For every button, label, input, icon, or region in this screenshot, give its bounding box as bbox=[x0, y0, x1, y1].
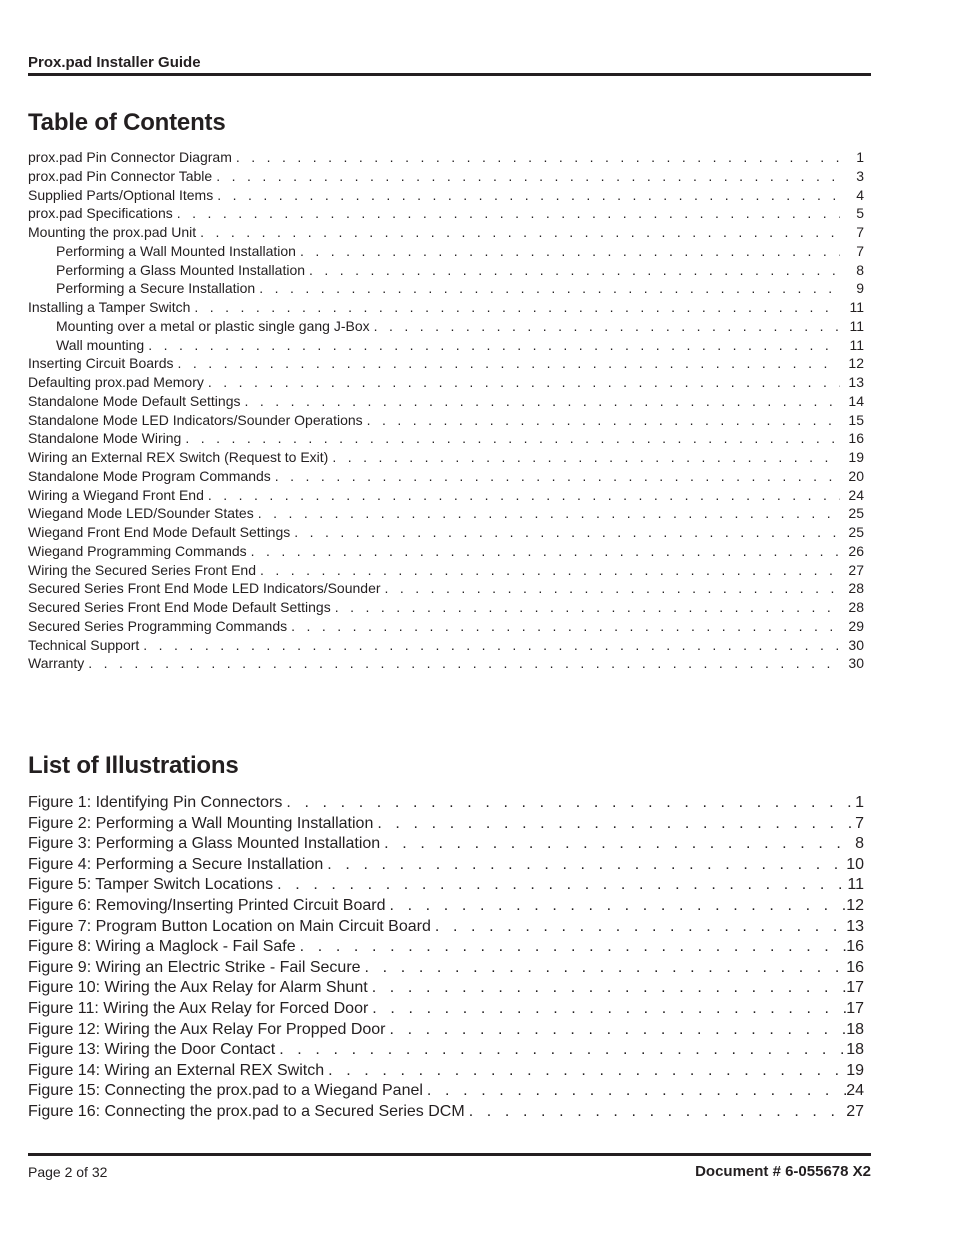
dot-leader bbox=[465, 1103, 847, 1121]
toc-entry[interactable] bbox=[28, 187, 864, 206]
dot-leader bbox=[190, 299, 840, 315]
toc-entry[interactable] bbox=[28, 637, 864, 656]
entry-page-number: 28 bbox=[848, 599, 864, 615]
illustration-entry[interactable] bbox=[28, 1103, 864, 1124]
entry-page-number: 20 bbox=[848, 467, 864, 484]
toc-entry[interactable] bbox=[28, 393, 864, 412]
dot-leader bbox=[247, 543, 840, 559]
entry-page-number: 25 bbox=[848, 524, 864, 540]
illustration-entry[interactable] bbox=[28, 979, 864, 1000]
entry-label: Standalone Mode Default Settings bbox=[28, 392, 241, 409]
entry-page-number: 11 bbox=[849, 299, 864, 315]
entry-label: prox.pad Pin Connector Table bbox=[28, 167, 213, 184]
entry-page-number: 29 bbox=[848, 617, 864, 634]
toc-entry[interactable] bbox=[28, 374, 864, 393]
dot-leader bbox=[181, 430, 840, 446]
entry-page-number: 27 bbox=[846, 1102, 864, 1120]
toc-entry[interactable] bbox=[28, 543, 864, 562]
entry-page-number: 25 bbox=[848, 505, 864, 522]
entry-page-number: 8 bbox=[855, 835, 864, 853]
toc-entry[interactable] bbox=[28, 337, 864, 356]
dot-leader bbox=[213, 187, 840, 203]
entry-label: Performing a Secure Installation bbox=[56, 280, 256, 297]
entry-label: Wall mounting bbox=[56, 336, 145, 353]
entry-label: Secured Series Front End Mode Default Settings bbox=[28, 599, 331, 615]
illustration-entry[interactable] bbox=[28, 1000, 864, 1021]
entry-label: Mounting over a metal or plastic single gang J-Box bbox=[56, 317, 370, 334]
entry-label: Figure 1: Identifying Pin Connectors bbox=[28, 794, 283, 811]
toc-entry[interactable] bbox=[28, 430, 864, 449]
dot-leader bbox=[254, 505, 840, 521]
toc-entry[interactable] bbox=[28, 280, 864, 299]
entry-label: Wiring an External REX Switch (Request to Exit) bbox=[28, 449, 329, 465]
entry-page-number: 18 bbox=[846, 1020, 864, 1038]
dot-leader bbox=[381, 580, 840, 596]
dot-leader bbox=[287, 618, 840, 634]
dot-leader bbox=[174, 355, 840, 371]
page-number: Page 2 of 32 bbox=[28, 1164, 108, 1180]
dot-leader bbox=[363, 412, 840, 428]
illustration-entry[interactable] bbox=[28, 835, 864, 856]
entry-label: Figure 14: Wiring an External REX Switch bbox=[28, 1061, 325, 1079]
dot-leader bbox=[305, 262, 840, 278]
entry-label: Figure 7: Program Button Location on Main Circuit Board bbox=[28, 917, 431, 935]
dot-leader bbox=[380, 835, 855, 853]
entry-label: Standalone Mode LED Indicators/Sounder Operations bbox=[28, 411, 363, 428]
entry-page-number: 11 bbox=[849, 317, 864, 334]
toc-list bbox=[28, 149, 864, 674]
dot-leader bbox=[232, 149, 840, 165]
dot-leader bbox=[423, 1082, 846, 1100]
toc-entry[interactable] bbox=[28, 562, 864, 581]
entry-page-number: 1 bbox=[855, 794, 864, 811]
entry-page-number: 13 bbox=[848, 374, 864, 390]
entry-label: Figure 4: Performing a Secure Installation bbox=[28, 855, 324, 873]
document-header-title: Prox.pad Installer Guide bbox=[28, 54, 201, 71]
entry-label: Wiring the Secured Series Front End bbox=[28, 561, 256, 578]
dot-leader bbox=[139, 637, 840, 653]
toc-entry[interactable] bbox=[28, 355, 864, 374]
entry-page-number: 28 bbox=[848, 580, 864, 597]
dot-leader bbox=[273, 876, 847, 894]
entry-label: Wiegand Programming Commands bbox=[28, 542, 247, 559]
dot-leader bbox=[255, 280, 840, 296]
entry-label: Standalone Mode Program Commands bbox=[28, 467, 271, 484]
toc-entry[interactable] bbox=[28, 505, 864, 524]
entry-label: prox.pad Specifications bbox=[28, 205, 173, 222]
entry-label: prox.pad Pin Connector Diagram bbox=[28, 149, 232, 165]
entry-label: Wiring a Wiegand Front End bbox=[28, 486, 204, 503]
dot-leader bbox=[290, 524, 840, 540]
toc-entry[interactable] bbox=[28, 412, 864, 431]
illustration-entry[interactable] bbox=[28, 1082, 864, 1103]
entry-page-number: 14 bbox=[848, 392, 864, 409]
dot-leader bbox=[173, 205, 840, 221]
toc-entry[interactable] bbox=[28, 524, 864, 543]
entry-label: Figure 3: Performing a Glass Mounted Installation bbox=[28, 835, 381, 853]
illustration-entry[interactable] bbox=[28, 1062, 864, 1083]
dot-leader bbox=[204, 487, 840, 503]
entry-label: Wiegand Front End Mode Default Settings bbox=[28, 524, 291, 540]
entry-label: Figure 11: Wiring the Aux Relay for Forced Door bbox=[28, 999, 369, 1017]
dot-leader bbox=[328, 449, 840, 465]
toc-entry[interactable] bbox=[28, 243, 864, 262]
toc-entry[interactable] bbox=[28, 205, 864, 224]
toc-entry[interactable] bbox=[28, 580, 864, 599]
illustration-entry[interactable] bbox=[28, 897, 864, 918]
toc-heading: Table of Contents bbox=[28, 109, 226, 136]
entry-label: Figure 5: Tamper Switch Locations bbox=[28, 876, 274, 894]
dot-leader bbox=[204, 374, 840, 390]
entry-label: Figure 2: Performing a Wall Mounting Installation bbox=[28, 814, 374, 832]
dot-leader bbox=[275, 1041, 846, 1059]
illustration-entry[interactable] bbox=[28, 959, 864, 980]
entry-page-number: 16 bbox=[848, 430, 864, 447]
entry-label: Wiegand Mode LED/Sounder States bbox=[28, 505, 254, 522]
illustration-entry[interactable] bbox=[28, 876, 864, 897]
toc-entry[interactable] bbox=[28, 299, 864, 318]
entry-page-number: 13 bbox=[846, 917, 864, 935]
dot-leader bbox=[296, 938, 847, 956]
toc-entry[interactable] bbox=[28, 468, 864, 487]
entry-label: Secured Series Programming Commands bbox=[28, 617, 288, 634]
toc-entry[interactable] bbox=[28, 487, 864, 506]
entry-label: Figure 9: Wiring an Electric Strike - Fail Secure bbox=[28, 958, 361, 976]
document-number: Document # 6-055678 X2 bbox=[695, 1163, 871, 1180]
entry-label: Defaulting prox.pad Memory bbox=[28, 374, 204, 390]
dot-leader bbox=[386, 1021, 847, 1039]
entry-page-number: 10 bbox=[846, 855, 864, 873]
entry-label: Figure 16: Connecting the prox.pad to a Secured Series DCM bbox=[28, 1102, 465, 1120]
dot-leader bbox=[431, 918, 846, 936]
entry-page-number: 9 bbox=[856, 280, 864, 297]
entry-page-number: 7 bbox=[856, 224, 864, 240]
dot-leader bbox=[271, 468, 840, 484]
entry-page-number: 7 bbox=[856, 242, 864, 259]
entry-page-number: 11 bbox=[849, 336, 864, 353]
entry-page-number: 18 bbox=[846, 1041, 864, 1059]
entry-label: Supplied Parts/Optional Items bbox=[28, 186, 214, 203]
dot-leader bbox=[361, 959, 847, 977]
entry-label: Figure 15: Connecting the prox.pad to a Wiegand Panel bbox=[28, 1082, 423, 1100]
entry-page-number: 26 bbox=[848, 542, 864, 559]
entry-label: Figure 10: Wiring the Aux Relay for Alarm Shunt bbox=[28, 979, 368, 997]
dot-leader bbox=[373, 815, 855, 833]
toc-entry[interactable] bbox=[28, 149, 864, 168]
toc-entry[interactable] bbox=[28, 599, 864, 618]
entry-page-number: 1 bbox=[856, 149, 864, 165]
entry-label: Warranty bbox=[28, 655, 85, 672]
dot-leader bbox=[323, 856, 846, 874]
entry-page-number: 17 bbox=[846, 979, 864, 997]
dot-leader bbox=[240, 393, 840, 409]
illustration-entry[interactable] bbox=[28, 1021, 864, 1042]
entry-page-number: 19 bbox=[848, 449, 864, 465]
entry-label: Figure 12: Wiring the Aux Relay For Propped Door bbox=[28, 1020, 386, 1038]
dot-leader bbox=[282, 794, 855, 812]
illustrations-list bbox=[28, 794, 864, 1124]
dot-leader bbox=[256, 562, 840, 578]
entry-page-number: 11 bbox=[847, 876, 864, 894]
dot-leader bbox=[368, 979, 846, 997]
entry-label: Inserting Circuit Boards bbox=[28, 355, 174, 372]
toc-entry[interactable] bbox=[28, 224, 864, 243]
entry-page-number: 30 bbox=[848, 655, 864, 672]
entry-page-number: 7 bbox=[855, 814, 864, 832]
entry-page-number: 8 bbox=[856, 261, 864, 278]
entry-page-number: 30 bbox=[848, 636, 864, 653]
illustration-entry[interactable] bbox=[28, 938, 864, 959]
illustration-entry[interactable] bbox=[28, 794, 864, 815]
illustration-entry[interactable] bbox=[28, 918, 864, 939]
entry-label: Installing a Tamper Switch bbox=[28, 299, 191, 315]
dot-leader bbox=[386, 897, 847, 915]
entry-page-number: 4 bbox=[856, 186, 864, 203]
entry-page-number: 27 bbox=[848, 561, 864, 578]
entry-page-number: 17 bbox=[846, 999, 864, 1017]
entry-page-number: 24 bbox=[846, 1082, 864, 1100]
dot-leader bbox=[212, 168, 840, 184]
entry-label: Figure 8: Wiring a Maglock - Fail Safe bbox=[28, 938, 296, 956]
entry-page-number: 16 bbox=[846, 938, 864, 956]
entry-page-number: 3 bbox=[856, 167, 864, 184]
illustrations-heading: List of Illustrations bbox=[28, 752, 239, 779]
entry-page-number: 15 bbox=[848, 411, 864, 428]
entry-label: Performing a Glass Mounted Installation bbox=[56, 261, 306, 278]
illustration-entry[interactable] bbox=[28, 1041, 864, 1062]
entry-page-number: 12 bbox=[846, 896, 864, 914]
toc-entry[interactable] bbox=[28, 168, 864, 187]
entry-label: Secured Series Front End Mode LED Indicators/Sounder bbox=[28, 580, 381, 597]
entry-label: Mounting the prox.pad Unit bbox=[28, 224, 197, 240]
dot-leader bbox=[144, 337, 840, 353]
header-divider bbox=[28, 73, 871, 76]
toc-entry[interactable] bbox=[28, 449, 864, 468]
dot-leader bbox=[324, 1062, 846, 1080]
entry-label: Figure 13: Wiring the Door Contact bbox=[28, 1041, 276, 1059]
entry-page-number: 12 bbox=[848, 355, 864, 372]
entry-page-number: 5 bbox=[856, 205, 864, 222]
toc-entry[interactable] bbox=[28, 618, 864, 637]
toc-entry[interactable] bbox=[28, 318, 864, 337]
toc-entry[interactable] bbox=[28, 262, 864, 281]
entry-label: Figure 6: Removing/Inserting Printed Circuit Board bbox=[28, 896, 386, 914]
entry-label: Performing a Wall Mounted Installation bbox=[56, 242, 296, 259]
dot-leader bbox=[296, 243, 840, 259]
dot-leader bbox=[196, 224, 840, 240]
entry-page-number: 24 bbox=[848, 486, 864, 503]
toc-entry[interactable] bbox=[28, 655, 864, 674]
dot-leader bbox=[84, 655, 840, 671]
dot-leader bbox=[368, 1000, 846, 1018]
entry-page-number: 19 bbox=[846, 1061, 864, 1079]
entry-label: Technical Support bbox=[28, 636, 140, 653]
entry-label: Standalone Mode Wiring bbox=[28, 430, 182, 447]
illustration-entry[interactable] bbox=[28, 815, 864, 836]
footer-divider bbox=[28, 1153, 871, 1156]
dot-leader bbox=[331, 599, 840, 615]
entry-page-number: 16 bbox=[846, 958, 864, 976]
illustration-entry[interactable] bbox=[28, 856, 864, 877]
dot-leader bbox=[370, 318, 840, 334]
